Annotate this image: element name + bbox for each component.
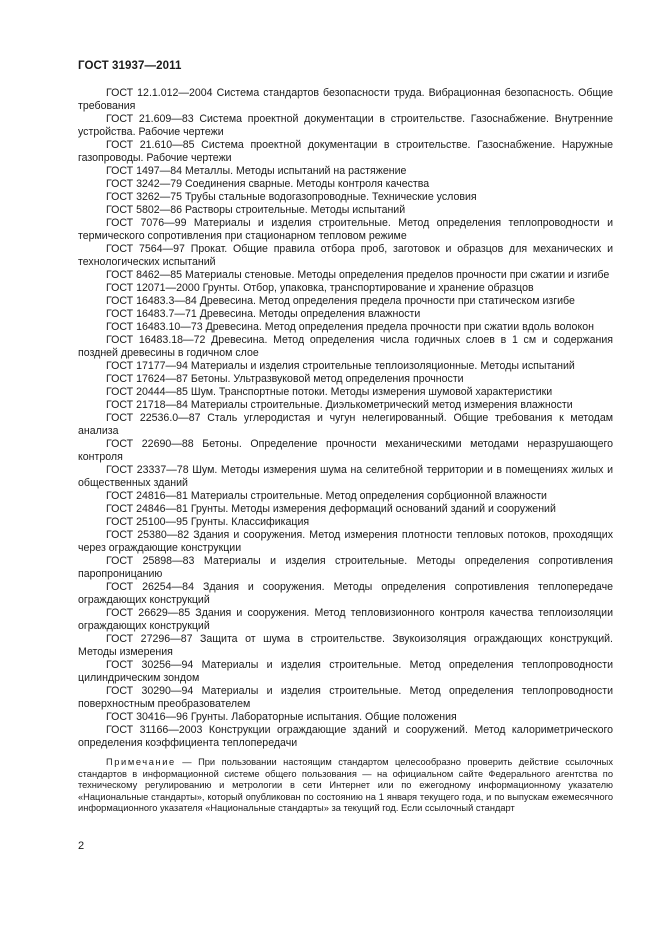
reference-item: ГОСТ 17177—94 Материалы и изделия строительные теплоизоляционные. Методы испытаний [106,360,575,372]
reference-item: ГОСТ 16483.10—73 Древесина. Метод определения предела прочности при сжатии вдоль волокон [106,321,594,333]
page-number: 2 [78,840,85,852]
reference-item: ГОСТ 5802—86 Растворы строительные. Методы испытаний [106,204,406,216]
reference-item: ГОСТ 30256—94 Материалы и изделия строительные. Метод определения теплопроводности цилиндрическим зондом [78,659,613,684]
reference-item: ГОСТ 16483.3—84 Древесина. Метод определения предела прочности при статическом изгибе [106,295,575,307]
reference-item: ГОСТ 22536.0—87 Сталь углеродистая и чугун нелегированный. Общие требования к методам анализа [78,412,613,437]
reference-item: ГОСТ 26629—85 Здания и сооружения. Метод тепловизионного контроля качества теплоизоляции ограждающих конструкций [78,607,613,632]
reference-item: ГОСТ 12.1.012—2004 Система стандартов безопасности труда. Вибрационная безопасность. Общие требования [78,87,613,112]
reference-item: ГОСТ 16483.18—72 Древесина. Метод определения числа годичных слоев в 1 см и содержания поздней древесины в годичном слое [78,334,613,359]
reference-item: ГОСТ 25100—95 Грунты. Классификация [106,516,310,528]
reference-item: ГОСТ 7564—97 Прокат. Общие правила отбора проб, заготовок и образцов для механических и технологических испытаний [78,243,613,268]
reference-item: ГОСТ 21.609—83 Система проектной документации в строительстве. Газоснабжение. Внутренние устройства. Рабочие чертежи [78,113,613,138]
reference-item: ГОСТ 25380—82 Здания и сооружения. Метод измерения плотности тепловых потоков, проходящих через ограждающие конструкции [78,529,613,554]
reference-item: ГОСТ 30290—94 Материалы и изделия строительные. Метод определения теплопроводности поверхностным преобразователем [78,685,613,710]
reference-item: ГОСТ 21.610—85 Система проектной документации в строительстве. Газоснабжение. Наружные газопроводы. Рабочие чертежи [78,139,613,164]
reference-item: ГОСТ 30416—96 Грунты. Лабораторные испытания. Общие положения [106,711,457,723]
normative-references [78,87,613,815]
note-label: Примечание [106,757,176,767]
reference-item: ГОСТ 24816—81 Материалы строительные. Метод определения сорбционной влажности [106,490,547,502]
standard-code-header: ГОСТ 31937—2011 [78,60,182,72]
reference-item: ГОСТ 17624—87 Бетоны. Ультразвуковой метод определения прочности [106,373,464,385]
reference-item: ГОСТ 25898—83 Материалы и изделия строительные. Методы определения сопротивления паропроницанию [78,555,613,580]
reference-item: ГОСТ 1497—84 Металлы. Методы испытаний на растяжение [106,165,407,177]
note-dash: — [175,757,199,767]
reference-item: ГОСТ 22690—88 Бетоны. Определение прочности механическими методами неразрушающего контроля [78,438,613,463]
reference-item: ГОСТ 20444—85 Шум. Транспортные потоки. Методы измерения шумовой характеристики [106,386,553,398]
reference-item: ГОСТ 23337—78 Шум. Методы измерения шума на селитебной территории и в помещениях жилых и общественных зданий [78,464,613,489]
note-text: При пользовании настоящим стандартом целесообразно проверить действие ссылочных стандартов в информационной системе общего пользования — на официальном сайте Федерального агентства по техническому регулированию и метрологии в сети Интернет или по ежегодному информационному указателю «Национальные стандарты», который опубликован по состоянию на 1 января текущего года, и по выпускам ежемесячного информационного указателя «Национальные стандарты» за текущий год. Если ссылочный стандарт [78,757,613,814]
reference-item: ГОСТ 3242—79 Соединения сварные. Методы контроля качества [106,178,430,190]
reference-item: ГОСТ 7076—99 Материалы и изделия строительные. Метод определения теплопроводности и термического сопротивления при стационарном тепловом режиме [78,217,613,242]
reference-item: ГОСТ 24846—81 Грунты. Методы измерения деформаций оснований зданий и сооружений [106,503,556,515]
reference-item: ГОСТ 16483.7—71 Древесина. Методы определения влажности [106,308,421,320]
reference-item: ГОСТ 26254—84 Здания и сооружения. Методы определения сопротивления теплопередаче ограждающих конструкций [78,581,613,606]
reference-item: ГОСТ 8462—85 Материалы стеновые. Методы определения пределов прочности при сжатии и изгибе [106,269,610,281]
reference-item: ГОСТ 3262—75 Трубы стальные водогазопроводные. Технические условия [106,191,477,203]
reference-item: ГОСТ 31166—2003 Конструкции ограждающие зданий и сооружений. Метод калориметрического определения коэффициента теплопередачи [78,724,613,749]
reference-item: ГОСТ 21718—84 Материалы строительные. Диэлькометрический метод измерения влажности [106,399,573,411]
reference-list [78,87,613,750]
reference-item: ГОСТ 12071—2000 Грунты. Отбор, упаковка, транспортирование и хранение образцов [106,282,534,294]
reference-item: ГОСТ 27296—87 Защита от шума в строительстве. Звукоизоляция ограждающих конструкций. Методы измерения [78,633,613,658]
note-paragraph [78,757,613,815]
